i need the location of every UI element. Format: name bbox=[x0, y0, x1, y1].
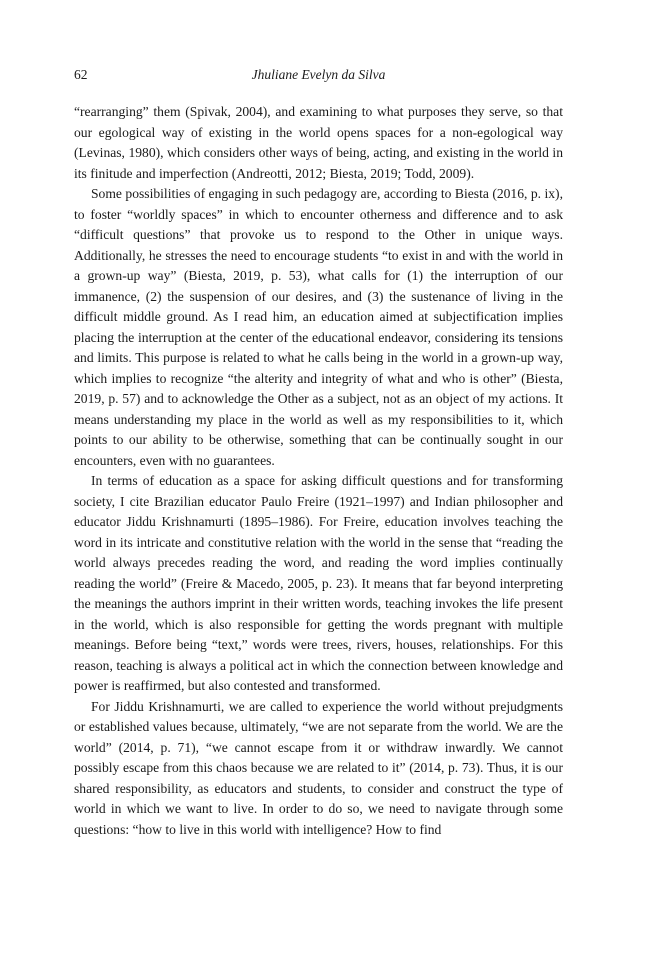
running-head bbox=[74, 64, 563, 86]
running-title-author: Jhuliane Evelyn da Silva bbox=[251, 67, 386, 82]
page-number: 62 bbox=[74, 67, 88, 82]
paragraph-freire: In terms of education as a space for asking difficult questions and for transforming society, I cite Brazilian educator Paulo Freire (1921–1997) and Indian philosopher and educator Jiddu Krishnamurti (1895–1986). For Freire, education involves teaching the word in its intricate and constitutive relation with the world in the sense that “reading the world always precedes reading the word, and reading the word implies continually reading the world” (Freire & Macedo, 2005, p. 23). It means that far beyond interpreting the meanings the authors imprint in their written words, teaching invokes the life present in the world, which is also responsible for getting the words pregnant with multiple meanings. Before being “text,” words were trees, rivers, houses, relationships. For this reason, teaching is always a political act in which the connection between knowledge and power is reaffirmed, but also contested and transformed. bbox=[74, 473, 563, 693]
paragraph-continued: “rearranging” them (Spivak, 2004), and examining to what purposes they serve, so that our egological way of existing in the world opens spaces for a non-egological way (Levinas, 1980), which considers other ways of being, acting, and existing in the world in its finitude and imperfection (Andreotti, 2012; Biesta, 2019; Todd, 2009). bbox=[74, 104, 563, 181]
book-page bbox=[74, 64, 563, 840]
paragraph-krishnamurti: For Jiddu Krishnamurti, we are called to experience the world without prejudgments or established values because, ultimately, “we are not separate from the world. We are the world” (2014, p. 71), “we cannot escape from it or withdraw inwardly. We cannot possibly escape from this chaos because we are related to it” (2014, p. 73). Thus, it is our shared responsibility, as educators and students, to consider and construct the type of world in which we want to live. In order to do so, we need to navigate through some questions: “how to live in this world with intelligence? How to find bbox=[74, 698, 563, 837]
body-text bbox=[74, 102, 563, 840]
paragraph-biesta: Some possibilities of engaging in such pedagogy are, according to Biesta (2016, p. ix), to foster “worldly spaces” in which to encounter otherness and difference and to ask “difficult questions” that provoke us to respond to the Other in unique ways. Additionally, he stresses the need to encourage students “to exist in and with the world in a grown-up way” (Biesta, 2019, p. 53), what calls for (1) the interruption of our immanence, (2) the suspension of our desires, and (3) the sustenance of living in the difficult middle ground. As I read him, an education aimed at subjectification implies placing the interruption at the center of the educational endeavor, considering its tensions and limits. This purpose is related to what he calls being in the world in a grown-up way, which implies to recognize “the alterity and integrity of what and who is other” (Biesta, 2019, p. 57) and to acknowledge the Other as a subject, not as an object of my actions. It means understanding my place in the world as well as my responsibilities to it, which points to our ability to be otherwise, something that can be continually sought in our encounters, even with no guarantees. bbox=[74, 186, 563, 468]
